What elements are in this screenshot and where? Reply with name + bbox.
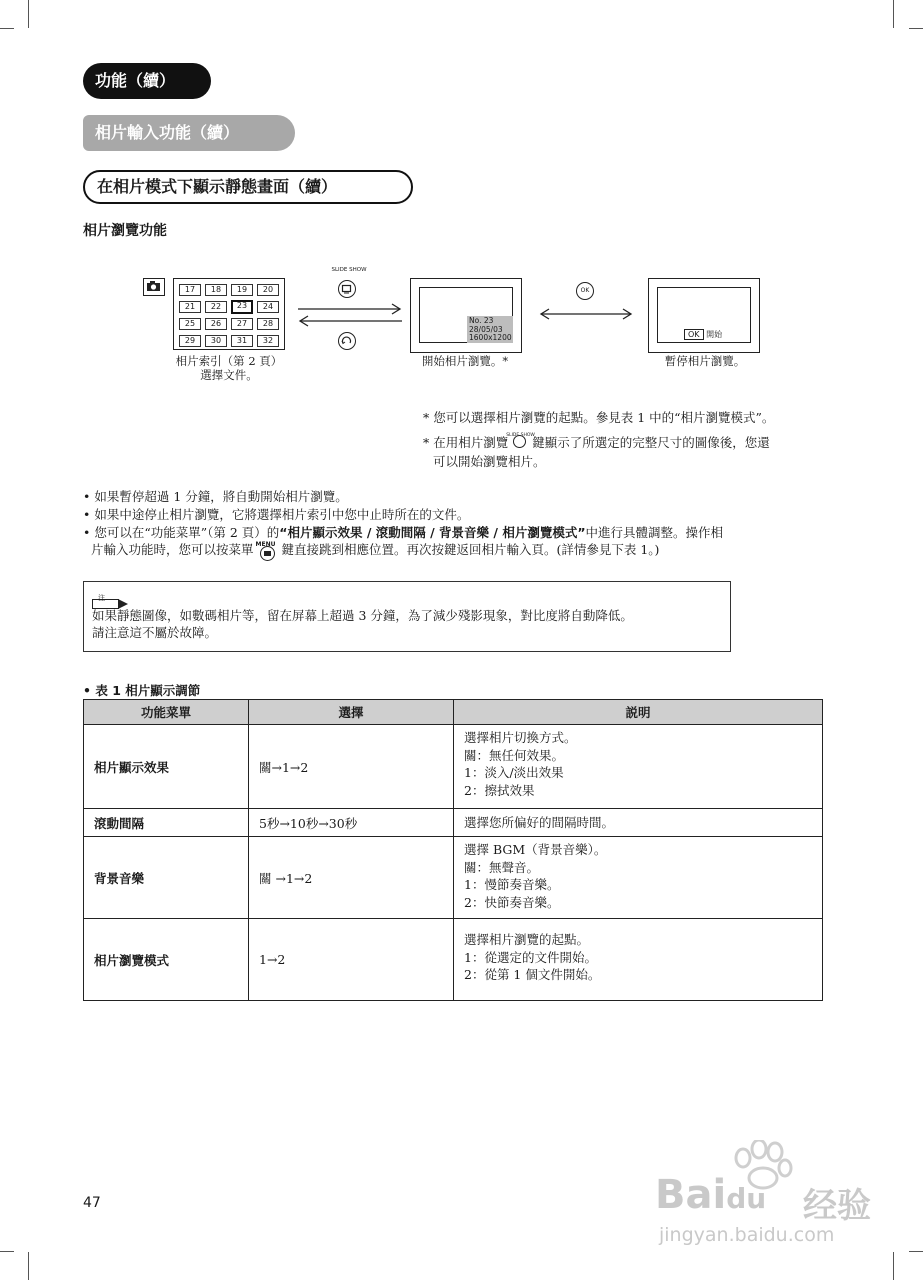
col-header-description: 説明 <box>454 700 823 725</box>
grid-cell: 29 <box>179 335 201 347</box>
bullet-3-part1: 您可以在“功能菜單”（第 2 頁）的 <box>94 525 280 540</box>
desc-line: 選擇相片瀏覽的起點。 <box>464 932 590 947</box>
desc-line: 1：淡入/淡出效果 <box>464 765 564 780</box>
row-description <box>454 809 823 837</box>
grid-cell-selected: 23 <box>231 300 253 314</box>
grid-cell: 31 <box>231 335 253 347</box>
note-2-part1: * 在用相片瀏覽 <box>423 435 509 450</box>
grid-cell: 17 <box>179 284 201 296</box>
grid-cell: 24 <box>257 301 279 313</box>
caution-box <box>83 581 731 652</box>
bullet-2-text: 如果中途停止相片瀏覽，它將選擇相片索引中您中止時所在的文件。 <box>94 507 470 522</box>
col-header-function: 功能菜單 <box>84 700 249 725</box>
photo-index-grid <box>173 278 285 350</box>
bullet-3-line2-part1: 片輸入功能時，您可以按菜單 <box>91 542 254 557</box>
watermark-brand-du: du <box>726 1182 767 1215</box>
ok-button-icon: OK <box>576 282 594 300</box>
info-size: 1600x1200 <box>469 333 512 342</box>
desc-line: 2：擦拭效果 <box>464 782 535 798</box>
row-description <box>454 837 823 919</box>
screen-start <box>410 278 522 353</box>
double-arrow-1 <box>296 302 404 328</box>
caution-line-2: 請注意這不屬於故障。 <box>92 625 218 640</box>
slideshow-key-label: SLIDE SHOW <box>506 433 535 438</box>
subsection-title: 相片輸入功能（續） <box>83 115 295 151</box>
desc-line: 關：無任何效果。 <box>464 747 565 763</box>
topic-title: 在相片模式下顯示靜態畫面（續） <box>83 170 413 204</box>
bullet-1-text: 如果暫停超過 1 分鐘，將自動開始相片瀏覽。 <box>94 489 348 504</box>
ok-box-text: 開始 <box>706 330 723 339</box>
page-number: 47 <box>83 1195 101 1211</box>
photo-display-table <box>83 699 823 1001</box>
screen-pause <box>648 278 760 353</box>
menu-key-label: MENU <box>255 541 276 548</box>
watermark-url: jingyan.baidu.com <box>659 1224 835 1246</box>
col-header-choice: 選擇 <box>249 700 454 725</box>
grid-cell: 25 <box>179 318 201 330</box>
grid-cell: 32 <box>257 335 279 347</box>
table-caption: • 表 1 相片顯示調節 <box>83 683 201 698</box>
desc-line: 選擇 BGM（背景音樂）。 <box>464 842 607 857</box>
caption-start: 開始相片瀏覽。* <box>421 354 509 368</box>
bullet-3: • 您可以在“功能菜單”（第 2 頁）的“相片顯示效果 / 滾動間隔 / 背景音樂 / 相片瀏覽模式”中進行具體調整。操作相 <box>83 525 724 540</box>
grid-cell: 19 <box>231 284 253 296</box>
table-row <box>84 809 823 837</box>
slideshow-label: SLIDE SHOW <box>331 267 367 273</box>
grid-cell: 30 <box>205 335 227 347</box>
row-function: 相片瀏覽模式 <box>84 919 249 1001</box>
desc-line: 1：從選定的文件開始。 <box>464 949 597 965</box>
grid-cell: 18 <box>205 284 227 296</box>
info-number: No. 23 <box>469 316 494 325</box>
row-function: 相片顯示效果 <box>84 725 249 809</box>
row-choice: 關 →1→2 <box>249 837 454 919</box>
section-title: 功能（續） <box>83 63 211 99</box>
row-function: 背景音樂 <box>84 837 249 919</box>
slideshow-key-icon <box>506 433 535 449</box>
info-date: 28/05/03 <box>469 324 503 334</box>
watermark-brand-bai: Bai <box>655 1172 727 1218</box>
row-description <box>454 919 823 1001</box>
grid-cell: 22 <box>205 301 227 313</box>
grid-cell: 20 <box>257 284 279 296</box>
note-1: * 您可以選擇相片瀏覽的起點。參見表 1 中的“相片瀏覽模式”。 <box>423 410 775 425</box>
desc-line: 選擇相片切換方式。 <box>464 730 577 745</box>
grid-cell: 21 <box>179 301 201 313</box>
row-description <box>454 725 823 809</box>
desc-line: 1：慢節奏音樂。 <box>464 877 560 892</box>
desc-line: 選擇您所偏好的間隔時間。 <box>464 814 615 830</box>
note-tag: 注 <box>98 594 105 602</box>
caption-index-line2: 選擇文件。 <box>200 368 258 382</box>
info-overlay <box>467 316 513 343</box>
table-row <box>84 725 823 809</box>
table-row <box>84 919 823 1001</box>
row-choice: 5秒→10秒→30秒 <box>249 809 454 837</box>
ok-start-indicator <box>684 329 722 340</box>
bullet-3-line2-part2: 鍵直接跳到相應位置。再次按鍵返回相片輸入頁。(詳情參見下表 1。) <box>281 542 660 557</box>
grid-cell: 27 <box>231 318 253 330</box>
grid-cell: 28 <box>257 318 279 330</box>
camera-icon <box>143 278 165 296</box>
row-function: 滾動間隔 <box>84 809 249 837</box>
bullet-2: • 如果中途停止相片瀏覽，它將選擇相片索引中您中止時所在的文件。 <box>83 507 470 522</box>
caption-pause: 暫停相片瀏覽。 <box>664 354 746 368</box>
watermark-cn: 经验 <box>803 1186 871 1226</box>
desc-line: 關：無聲音。 <box>464 859 540 875</box>
row-choice: 關→1→2 <box>249 725 454 809</box>
note-2-part2: 鍵顯示了所選定的完整尺寸的圖像後，您還 <box>532 435 770 450</box>
note-2-line2: 可以開始瀏覽相片。 <box>433 454 546 469</box>
caption-index <box>158 354 300 382</box>
bullet-3-line2 <box>91 541 836 558</box>
page-heading: 相片瀏覽功能 <box>83 223 167 239</box>
desc-line: 2：從第 1 個文件開始。 <box>464 967 601 982</box>
ok-box: OK <box>684 329 704 340</box>
bullet-3-bold: “相片顯示效果 / 滾動間隔 / 背景音樂 / 相片瀏覽模式” <box>279 525 586 540</box>
bullet-3-part2: 中進行具體調整。操作相 <box>585 525 724 540</box>
note-2 <box>423 433 770 452</box>
grid-cell: 26 <box>205 318 227 330</box>
menu-key-icon <box>255 541 278 558</box>
bullet-1: • 如果暫停超過 1 分鐘，將自動開始相片瀏覽。 <box>83 489 348 504</box>
desc-line: 2：快節奏音樂。 <box>464 894 560 910</box>
table-row <box>84 837 823 919</box>
caution-line-1: 如果靜態圖像，如數碼相片等，留在屏幕上超過 3 分鐘，為了減少殘影現象，對比度將自動降低。 <box>92 608 633 623</box>
return-button-icon <box>338 332 356 350</box>
watermark-brand <box>655 1172 766 1218</box>
row-choice: 1→2 <box>249 919 454 1001</box>
caption-index-line1: 相片索引（第 2 頁） <box>175 354 283 368</box>
double-arrow-2 <box>538 306 634 322</box>
watermark <box>655 1140 885 1250</box>
slideshow-button-icon <box>338 280 356 298</box>
